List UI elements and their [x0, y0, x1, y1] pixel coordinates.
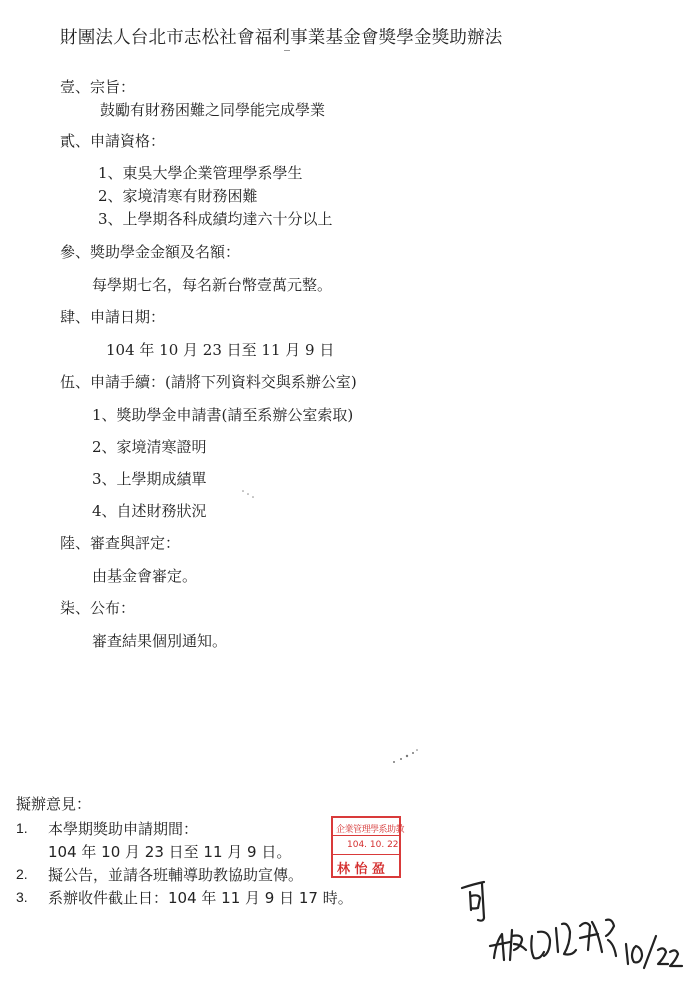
scan-speck: [240, 488, 260, 500]
section-heading-procedure: 伍、申請手續：(請將下列資料交與系辦公室): [60, 373, 357, 391]
section-heading-announcement: 柒、公布：: [60, 599, 136, 617]
section-heading-eligibility: 貳、申請資格：: [60, 132, 166, 150]
section-item: 3、上學期各科成績均達六十分以上: [98, 210, 333, 228]
opinion-item-text: 104 年 10 月 23 日至 11 月 9 日。: [48, 843, 292, 861]
opinion-heading: 擬辦意見：: [16, 795, 92, 813]
section-item: 審查結果個別通知。: [92, 632, 228, 650]
stamp-date: 104. 10. 22: [347, 840, 399, 850]
section-item: 4、自述財務狀況: [92, 502, 207, 520]
handwritten-signature: [460, 860, 690, 980]
section-item: 3、上學期成績單: [92, 470, 207, 488]
section-item: 鼓勵有財務困難之同學能完成學業: [100, 101, 326, 119]
section-item: 2、家境清寒有財務困難: [98, 187, 258, 205]
section-item: 每學期七名，每名新台幣壹萬元整。: [92, 276, 333, 294]
opinion-item-number: 2.: [16, 866, 28, 882]
section-heading-purpose: 壹、宗旨：: [60, 78, 136, 96]
opinion-item-text: 系辦收件截止日：104 年 11 月 9 日 17 時。: [48, 889, 353, 907]
section-item: 2、家境清寒證明: [92, 438, 207, 456]
document-title: 財團法人台北市志松社會福利事業基金會獎學金獎助辦法: [60, 28, 503, 48]
opinion-item-number: 3.: [16, 889, 28, 905]
opinion-item-number: 1.: [16, 820, 28, 836]
scan-speck: [392, 748, 422, 768]
section-heading-review: 陸、審查與評定：: [60, 534, 181, 552]
section-heading-application-date: 肆、申請日期：: [60, 308, 166, 326]
stamp-divider: [333, 835, 399, 836]
section-item: 1、獎助學金申請書(請至系辦公室索取): [92, 406, 354, 424]
opinion-item-text: 本學期獎助申請期間：: [48, 820, 199, 838]
opinion-item-text: 擬公告，並請各班輔導助教協助宣傳。: [48, 866, 304, 884]
section-item: 104 年 10 月 23 日至 11 月 9 日: [106, 341, 335, 359]
stamp-department: 企業管理學系助教: [336, 825, 405, 835]
title-mark: [284, 50, 290, 51]
stamp-divider: [333, 854, 399, 855]
section-item: 1、東吳大學企業管理學系學生: [98, 164, 303, 182]
stamp-name: 林 怡 盈: [337, 862, 386, 877]
section-item: 由基金會審定。: [92, 567, 198, 585]
section-heading-amount: 參、獎助學金金額及名額：: [60, 243, 241, 261]
official-stamp: [331, 816, 405, 878]
